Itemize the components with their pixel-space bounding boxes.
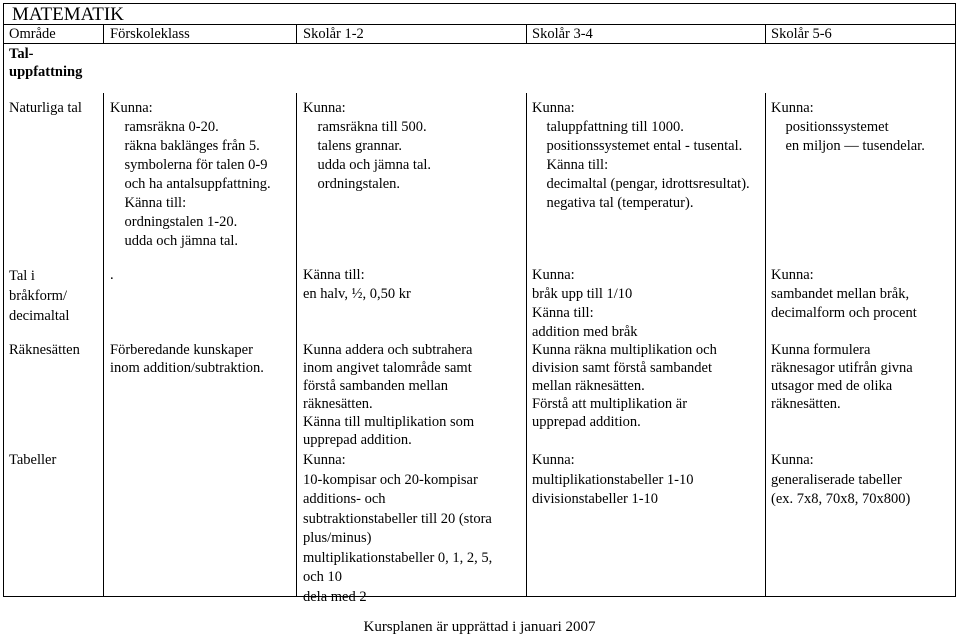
cell-brak-s34: Kunna: bråk upp till 1/10 Känna till: addition med bråk — [532, 267, 638, 340]
column-divider — [765, 93, 766, 597]
cell-naturliga-s56: Kunna: positionssystemet en miljon — tusendelar. — [771, 100, 925, 154]
footer-note: Kursplanen är upprättad i januari 2007 — [363, 619, 596, 635]
column-divider — [296, 93, 297, 597]
header-forskoleklass: Förskoleklass — [110, 26, 190, 42]
column-divider — [765, 24, 766, 43]
header-skolar-3-4: Skolår 3-4 — [532, 26, 593, 42]
header-skolar-1-2: Skolår 1-2 — [303, 26, 364, 42]
column-divider — [526, 24, 527, 43]
column-divider — [296, 24, 297, 43]
cell-brak-s12: Känna till: en halv, ½, 0,50 kr — [303, 267, 411, 302]
cell-naturliga-s34: Kunna: taluppfattning till 1000. positionssystemet ental - tusental. Känna till: decimaltal (pengar, idrottsresultat). negativa tal (temperatur). — [532, 100, 750, 211]
cell-raknesatten-s56: Kunna formulera räknesagor utifrån givna utsagor med de olika räknesätten. — [771, 342, 913, 412]
cell-raknesatten-s34: Kunna räkna multiplikation och division samt förstå sambandet mellan räknesätten. Förstå att multiplikation är upprepad addition. — [532, 342, 717, 430]
column-divider — [103, 93, 104, 597]
cell-naturliga-fk: Kunna: ramsräkna 0-20. räkna baklänges från 5. symbolerna för talen 0-9 och ha antalsuppfattning. Känna till: ordningstalen 1-20. udda och jämna tal. — [110, 100, 271, 249]
header-taluppfattning: Tal- uppfattning — [9, 46, 83, 80]
header-skolar-5-6: Skolår 5-6 — [771, 26, 832, 42]
column-divider — [103, 24, 104, 43]
cell-raknesatten-s12: Kunna addera och subtrahera inom angivet talområde samt förstå sambanden mellan räknesätten. Känna till multiplikation som upprepad addition. — [303, 342, 475, 448]
cell-tabeller-s34: Kunna: multiplikationstabeller 1-10 divisionstabeller 1-10 — [532, 452, 694, 507]
header-omrade: Område — [9, 26, 56, 42]
area-naturliga-tal: Naturliga tal — [9, 100, 82, 116]
area-tabeller: Tabeller — [9, 452, 57, 468]
page-title: MATEMATIK — [12, 4, 124, 25]
area-tal-i-brakform: Tal i bråkform/ decimaltal — [9, 268, 70, 324]
row-divider — [3, 43, 956, 44]
cell-tabeller-s56: Kunna: generaliserade tabeller (ex. 7x8, 70x8, 70x800) — [771, 452, 911, 507]
cell-brak-fk: . — [110, 267, 114, 283]
cell-naturliga-s12: Kunna: ramsräkna till 500. talens grannar. udda och jämna tal. ordningstalen. — [303, 100, 432, 192]
cell-raknesatten-fk: Förberedande kunskaper inom addition/subtraktion. — [110, 342, 264, 376]
area-raknesatten: Räknesätten — [9, 342, 80, 358]
column-divider — [526, 93, 527, 597]
cell-tabeller-s12: Kunna: 10-kompisar och 20-kompisar additions- och subtraktionstabeller till 20 (stora plus/minus) multiplikationstabeller 0, 1, 2, 5, och 10 dela med 2 — [303, 452, 493, 605]
cell-brak-s56: Kunna: sambandet mellan bråk, decimalform och procent — [771, 267, 917, 321]
